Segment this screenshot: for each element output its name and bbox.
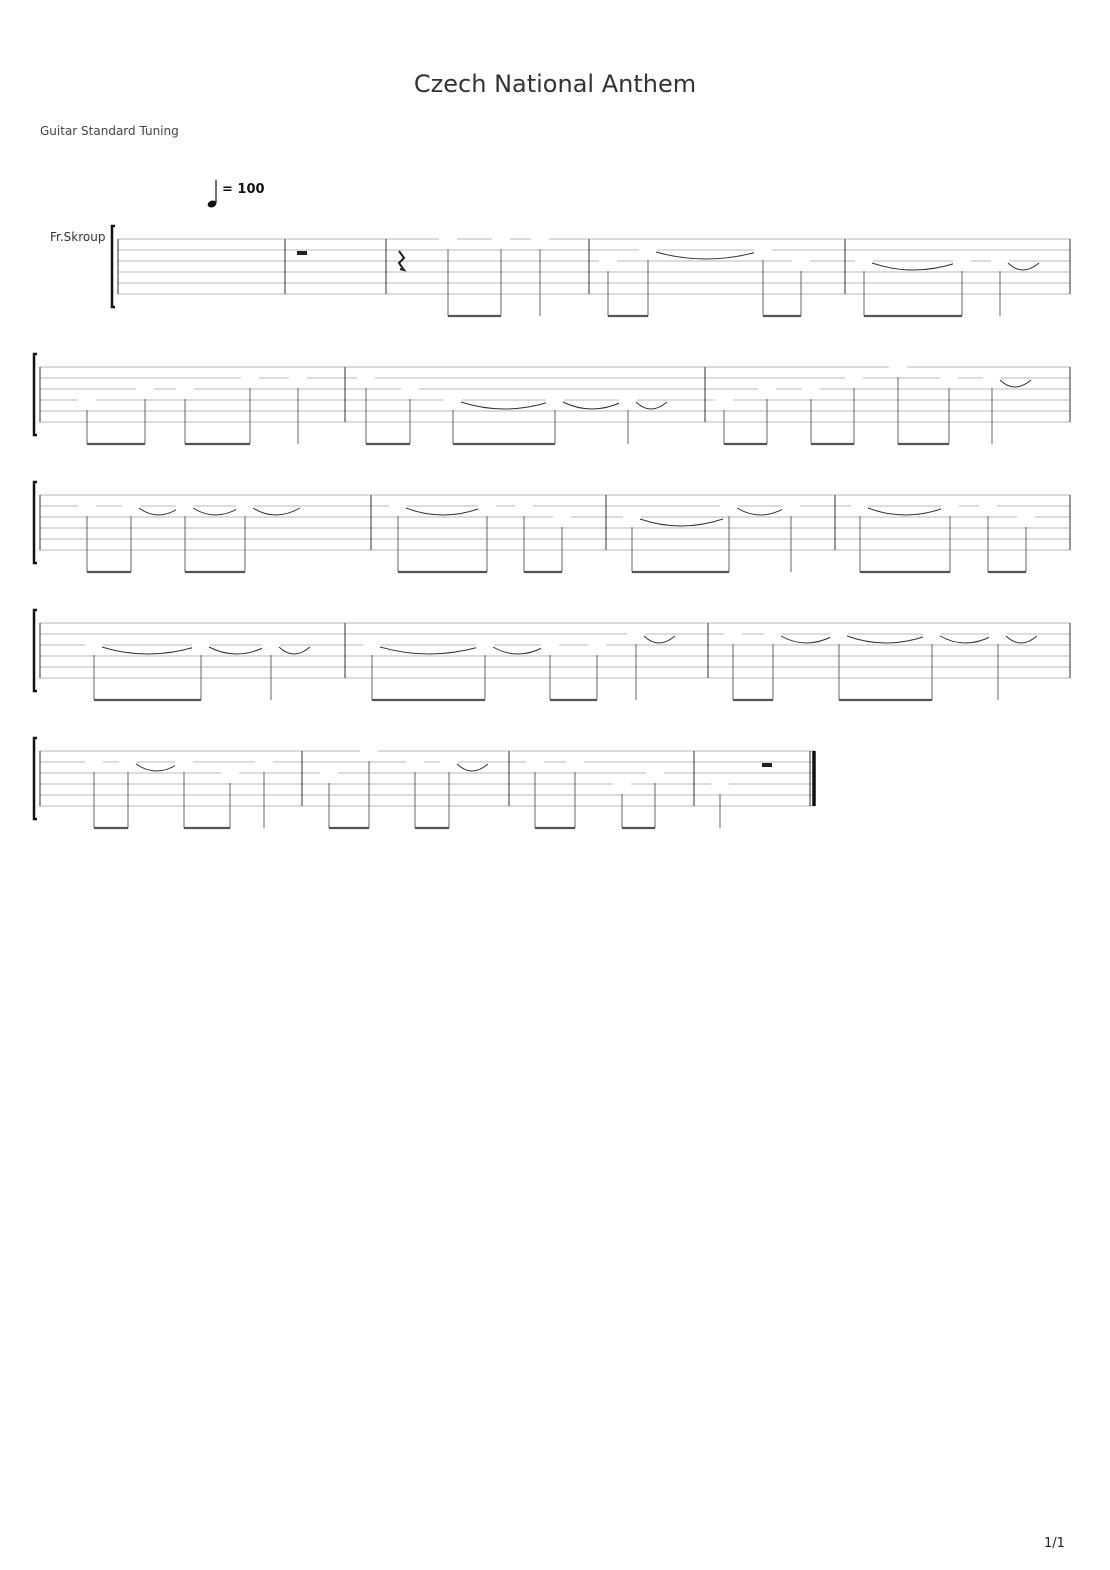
fret-mask xyxy=(855,255,873,267)
fret-mask xyxy=(715,394,733,406)
staff-system xyxy=(34,610,1070,700)
fret-mask xyxy=(175,756,193,768)
tempo-value: = 100 xyxy=(222,182,265,197)
fret-mask xyxy=(406,756,424,768)
tie-arc xyxy=(380,647,479,654)
fret-mask xyxy=(289,372,307,384)
page-number: 1/1 xyxy=(1044,1536,1065,1551)
tie-arc xyxy=(563,402,622,409)
fret-mask xyxy=(241,372,259,384)
tie-arc xyxy=(868,508,944,515)
fret-mask xyxy=(845,372,863,384)
fret-mask xyxy=(78,500,96,512)
fret-mask xyxy=(531,233,549,245)
fret-mask xyxy=(599,255,617,267)
tie-arc xyxy=(656,252,757,259)
tie-arc xyxy=(940,636,992,643)
tie-arc xyxy=(1000,380,1031,387)
fret-mask xyxy=(221,767,239,779)
fret-mask xyxy=(78,394,96,406)
fret-mask xyxy=(360,745,378,757)
fret-mask xyxy=(492,233,510,245)
system-bracket xyxy=(34,738,37,819)
tie-arc xyxy=(406,508,481,515)
tie-arc xyxy=(253,508,300,515)
fret-mask xyxy=(363,639,381,651)
fret-mask xyxy=(192,639,210,651)
fret-mask xyxy=(85,756,103,768)
tie-arc xyxy=(872,263,956,270)
fret-mask xyxy=(553,511,571,523)
tie-arc xyxy=(493,647,544,654)
system-bracket xyxy=(34,482,37,563)
tie-arc xyxy=(636,402,667,409)
fret-mask xyxy=(526,756,544,768)
staff-systems xyxy=(34,226,1070,828)
tie-arc xyxy=(136,764,178,771)
fret-mask xyxy=(923,628,941,640)
fret-mask xyxy=(476,639,494,651)
tuning-label: Guitar Standard Tuning xyxy=(40,124,179,138)
fret-mask xyxy=(764,628,782,640)
tie-arc xyxy=(279,647,310,654)
tie-arc xyxy=(102,647,195,654)
tie-arc xyxy=(737,508,785,515)
fret-mask xyxy=(176,500,194,512)
fret-mask xyxy=(720,500,738,512)
fret-mask xyxy=(940,372,958,384)
fret-mask xyxy=(754,244,772,256)
fret-mask xyxy=(758,383,776,395)
fret-mask xyxy=(401,383,419,395)
fret-mask xyxy=(619,394,637,406)
fret-mask xyxy=(546,394,564,406)
fret-mask xyxy=(176,383,194,395)
fret-mask xyxy=(588,639,606,651)
fret-mask xyxy=(639,244,657,256)
fret-mask xyxy=(357,372,375,384)
tie-arc xyxy=(640,519,723,526)
fret-mask xyxy=(792,255,810,267)
score-title: Czech National Anthem xyxy=(413,70,697,98)
tie-arc xyxy=(461,402,549,409)
fret-mask xyxy=(122,500,140,512)
fret-mask xyxy=(941,500,959,512)
staff-system xyxy=(34,354,1070,444)
fret-mask xyxy=(953,255,971,267)
fret-mask xyxy=(989,628,1007,640)
system-bracket xyxy=(34,610,37,691)
tempo-marking xyxy=(207,180,265,209)
tie-arc xyxy=(209,647,265,654)
fret-mask xyxy=(724,628,742,640)
fret-mask xyxy=(782,500,800,512)
fret-mask xyxy=(1017,511,1035,523)
fret-mask xyxy=(119,756,137,768)
fret-mask xyxy=(389,500,407,512)
tie-arc xyxy=(847,636,926,643)
staff-system xyxy=(34,482,1070,572)
instrument-name: Fr.Skroup xyxy=(50,230,106,244)
tie-arc xyxy=(139,508,179,515)
staff-system xyxy=(34,738,815,828)
fret-mask xyxy=(515,500,533,512)
fret-mask xyxy=(566,756,584,768)
fret-mask xyxy=(711,778,729,790)
fret-mask xyxy=(623,511,641,523)
fret-mask xyxy=(627,628,645,640)
fret-mask xyxy=(991,255,1009,267)
system-bracket xyxy=(34,354,37,435)
fret-mask xyxy=(979,500,997,512)
tie-arc xyxy=(781,636,833,643)
fret-mask xyxy=(320,767,338,779)
fret-mask xyxy=(444,394,462,406)
staff-system xyxy=(112,226,1070,316)
tie-arc xyxy=(1006,636,1037,643)
fret-mask xyxy=(802,383,820,395)
fret-mask xyxy=(889,361,907,373)
half-rest-icon xyxy=(762,763,772,767)
fret-mask xyxy=(646,767,664,779)
fret-mask xyxy=(236,500,254,512)
fret-mask xyxy=(255,756,273,768)
fret-mask xyxy=(613,778,631,790)
fret-mask xyxy=(136,383,154,395)
fret-mask xyxy=(85,639,103,651)
fret-mask xyxy=(439,233,457,245)
fret-mask xyxy=(440,756,458,768)
tie-arc xyxy=(1008,263,1039,270)
fret-mask xyxy=(983,372,1001,384)
fret-mask xyxy=(851,500,869,512)
half-rest-icon xyxy=(297,251,307,255)
tie-arc xyxy=(457,764,488,771)
fret-mask xyxy=(830,628,848,640)
fret-mask xyxy=(262,639,280,651)
fret-mask xyxy=(478,500,496,512)
tie-arc xyxy=(644,636,675,643)
tie-arc xyxy=(193,508,239,515)
system-bracket xyxy=(112,226,115,307)
fret-mask xyxy=(541,639,559,651)
